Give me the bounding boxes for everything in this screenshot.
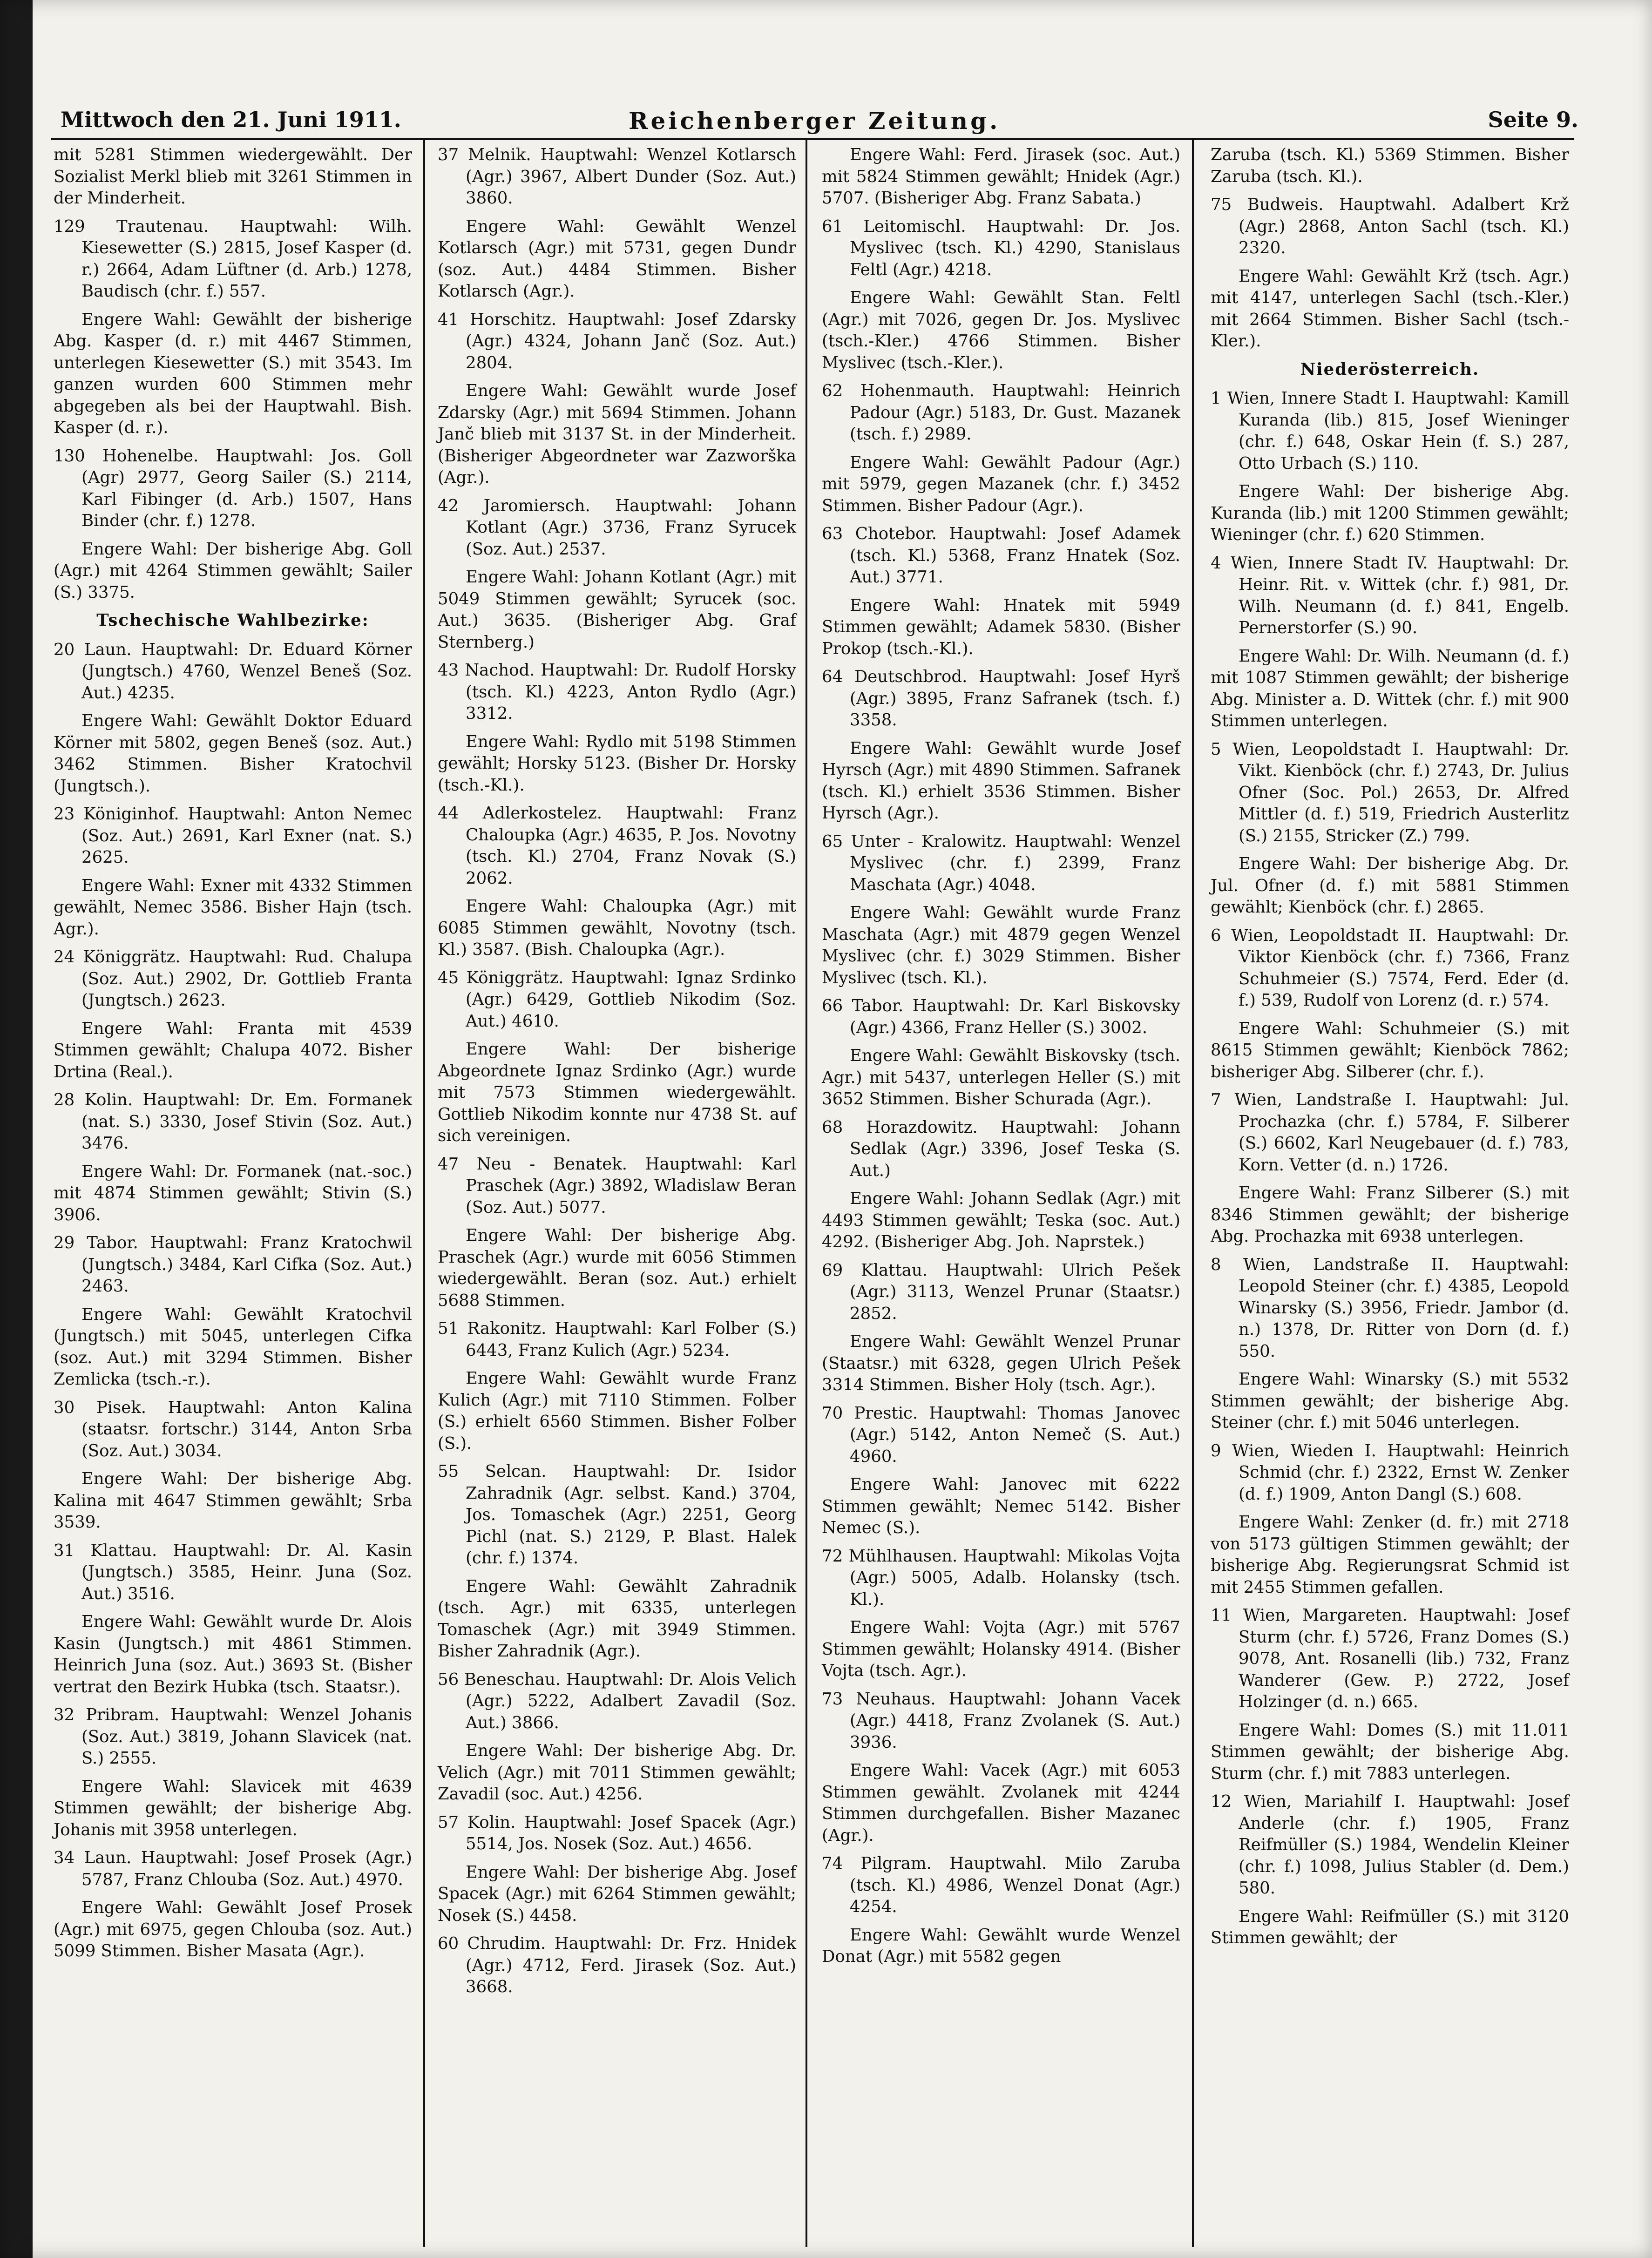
election-paragraph: 44 Adlerkostelez. Hauptwahl: Franz Chaloupka (Agr.) 4635, P. Jos. Novotny (tsch. Kl.) 2704, Franz Novak (S.) 2062. xyxy=(438,804,796,888)
column-divider xyxy=(1192,138,1194,2247)
header-rule xyxy=(51,138,1574,140)
newspaper-title: Reichenberger Zeitung. xyxy=(629,107,1001,135)
election-paragraph: Engere Wahl: Hnatek mit 5949 Stimmen gewählt; Adamek 5830. (Bisher Prokop (tsch.-Kl.). xyxy=(822,595,1180,658)
election-paragraph: Engere Wahl: Gewählt wurde Josef Hyrsch (Agr.) mit 4890 Stimmen. Safranek (tsch. Kl.) erhielt 3536 Stimmen. Bisher Hyrsch (Agr.). xyxy=(822,738,1180,823)
election-paragraph: 31 Klattau. Hauptwahl: Dr. Al. Kasin (Jungtsch.) 3585, Heinr. Juna (Soz. Aut.) 3516. xyxy=(54,1541,412,1603)
election-paragraph: 42 Jaromiersch. Hauptwahl: Johann Kotlant (Agr.) 3736, Franz Syrucek (Soz. Aut.) 2537. xyxy=(438,496,796,559)
election-paragraph: 63 Chotebor. Hauptwahl: Josef Adamek (tsch. Kl.) 5368, Franz Hnatek (Soz. Aut.) 3771. xyxy=(822,524,1180,587)
election-paragraph: 61 Leitomischl. Hauptwahl: Dr. Jos. Myslivec (tsch. Kl.) 4290, Stanislaus Feltl (Agr.) 4218. xyxy=(822,216,1180,279)
election-paragraph: Engere Wahl: Gewählt wurde Franz Maschata (Agr.) mit 4879 gegen Wenzel Myslivec (chr. f.) 3029 Stimmen. Bisher Myslivec (tsch. Kl.). xyxy=(822,903,1180,987)
election-paragraph: Engere Wahl: Schuhmeier (S.) mit 8615 Stimmen gewählt; Kienböck 7862; bisheriger Abg. Silberer (chr. f.). xyxy=(1211,1019,1569,1082)
election-paragraph: 23 Königinhof. Hauptwahl: Anton Nemec (Soz. Aut.) 2691, Karl Exner (nat. S.) 2625. xyxy=(54,804,412,867)
election-paragraph: 65 Unter - Kralowitz. Hauptwahl: Wenzel Myslivec (chr. f.) 2399, Franz Maschata (Agr.) 4048. xyxy=(822,832,1180,894)
text-column-4 xyxy=(1211,144,1569,1956)
election-paragraph: Engere Wahl: Exner mit 4332 Stimmen gewählt, Nemec 3586. Bisher Hajn (tsch. Agr.). xyxy=(54,876,412,939)
election-paragraph: Engere Wahl: Slavicek mit 4639 Stimmen gewählt; der bisherige Abg. Johanis mit 3958 unterlegen. xyxy=(54,1777,412,1839)
election-paragraph: 43 Nachod. Hauptwahl: Dr. Rudolf Horsky (tsch. Kl.) 4223, Anton Rydlo (Agr.) 3312. xyxy=(438,661,796,723)
election-paragraph: Engere Wahl: Der bisherige Abg. Josef Spacek (Agr.) mit 6264 Stimmen gewählt; Nosek (S.) 4458. xyxy=(438,1862,796,1925)
election-paragraph: Engere Wahl: Der bisherige Abg. Kalina mit 4647 Stimmen gewählt; Srba 3539. xyxy=(54,1469,412,1532)
election-paragraph: Engere Wahl: Vacek (Agr.) mit 6053 Stimmen gewählt. Zvolanek mit 4244 Stimmen durchgefallen. Bisher Mazanec (Agr.). xyxy=(822,1761,1180,1845)
election-paragraph: 64 Deutschbrod. Hauptwahl: Josef Hyrš (Agr.) 3895, Franz Safranek (tsch. f.) 3358. xyxy=(822,667,1180,730)
election-paragraph: 75 Budweis. Hauptwahl. Adalbert Krž (Agr.) 2868, Anton Sachl (tsch. Kl.) 2320. xyxy=(1211,195,1569,257)
election-paragraph: 1 Wien, Innere Stadt I. Hauptwahl: Kamill Kuranda (lib.) 815, Josef Wieninger (chr. f.) 648, Oskar Hein (f. S.) 287, Otto Urbach (S.) 110. xyxy=(1211,389,1569,473)
election-paragraph: 51 Rakonitz. Hauptwahl: Karl Folber (S.) 6443, Franz Kulich (Agr.) 5234. xyxy=(438,1319,796,1360)
election-paragraph: 73 Neuhaus. Hauptwahl: Johann Vacek (Agr.) 4418, Franz Zvolanek (S. Aut.) 3936. xyxy=(822,1689,1180,1752)
election-paragraph: 56 Beneschau. Hauptwahl: Dr. Alois Velich (Agr.) 5222, Adalbert Zavadil (Soz. Aut.) 3866. xyxy=(438,1670,796,1732)
election-paragraph: Engere Wahl: Johann Sedlak (Agr.) mit 4493 Stimmen gewählt; Teska (soc. Aut.) 4292. (Bisheriger Abg. Joh. Naprstek.) xyxy=(822,1189,1180,1251)
election-paragraph: 7 Wien, Landstraße I. Hauptwahl: Jul. Prochazka (chr. f.) 5784, F. Silberer (S.) 6602, Karl Neugebauer (d. f.) 783, Korn. Vetter (d. n.) 1726. xyxy=(1211,1090,1569,1175)
election-paragraph: Engere Wahl: Gewählt Padour (Agr.) mit 5979, gegen Mazanek (chr. f.) 3452 Stimmen. Bisher Padour (Agr.). xyxy=(822,453,1180,515)
page-number: Seite 9. xyxy=(1488,107,1578,132)
election-paragraph: Engere Wahl: Janovec mit 6222 Stimmen gewählt; Nemec 5142. Bisher Nemec (S.). xyxy=(822,1475,1180,1537)
page-header xyxy=(42,107,1578,135)
election-paragraph: 20 Laun. Hauptwahl: Dr. Eduard Körner (Jungtsch.) 4760, Wenzel Beneš (Soz. Aut.) 4235. xyxy=(54,640,412,703)
election-paragraph: Engere Wahl: Gewählt der bisherige Abg. Kasper (d. r.) mit 4467 Stimmen, unterlegen Kiesewetter (S.) mit 3543. Im ganzen wurden 600 Stimmen mehr abgegeben als bei der Hauptwahl. Bish. Kasper (d. r.). xyxy=(54,310,412,437)
election-paragraph: 130 Hohenelbe. Hauptwahl: Jos. Goll (Agr) 2977, Georg Sailer (S.) 2114, Karl Fibinger (d. Arb.) 1507, Hans Binder (chr. f.) 1278. xyxy=(54,446,412,530)
text-column-3 xyxy=(822,144,1180,1974)
election-paragraph: 12 Wien, Mariahilf I. Hauptwahl: Josef Anderle (chr. f.) 1905, Franz Reifmüller (S.) 1984, Wendelin Kleiner (chr. f.) 1098, Julius Stabler (d. Dem.) 580. xyxy=(1211,1792,1569,1898)
election-paragraph: Engere Wahl: Der bisherige Abgeordnete Ignaz Srdinko (Agr.) wurde mit 7573 Stimmen wiedergewählt. Gottlieb Nikodim konnte nur 4738 St. auf sich vereinigen. xyxy=(438,1040,796,1145)
election-paragraph: Engere Wahl: Zenker (d. fr.) mit 2718 von 5173 gültigen Stimmen gewählt; der bisherige Abg. Regierungsrat Schmid ist mit 2455 Stimmen gefallen. xyxy=(1211,1513,1569,1597)
text-column-1 xyxy=(54,144,412,1969)
election-paragraph: Engere Wahl: Gewählt wurde Dr. Alois Kasin (Jungtsch.) mit 4861 Stimmen. Heinrich Juna (soz. Aut.) 3693 St. (Bisher vertrat den Bezirk Hubka (tsch. Staatsr.). xyxy=(54,1612,412,1697)
election-paragraph: 68 Horazdowitz. Hauptwahl: Johann Sedlak (Agr.) 3396, Josef Teska (S. Aut.) xyxy=(822,1117,1180,1180)
election-paragraph: Engere Wahl: Ferd. Jirasek (soc. Aut.) mit 5824 Stimmen gewählt; Hnidek (Agr.) 5707. (Bisheriger Abg. Franz Sabata.) xyxy=(822,145,1180,208)
election-paragraph: Engere Wahl: Gewählt Zahradnik (tsch. Agr.) mit 6335, unterlegen Tomaschek (Agr.) mit 3949 Stimmen. Bisher Zahradnik (Agr.). xyxy=(438,1576,796,1661)
election-paragraph: 11 Wien, Margareten. Hauptwahl: Josef Sturm (chr. f.) 5726, Franz Domes (S.) 9078, Ant. Rosanelli (lib.) 732, Franz Wanderer (Gew. P.) 2722, Josef Holzinger (d. n.) 665. xyxy=(1211,1606,1569,1711)
election-paragraph: Engere Wahl: Reifmüller (S.) mit 3120 Stimmen gewählt; der xyxy=(1211,1906,1569,1947)
election-paragraph: Zaruba (tsch. Kl.) 5369 Stimmen. Bisher Zaruba (tsch. Kl.). xyxy=(1211,145,1569,186)
election-paragraph: Engere Wahl: Der bisherige Abg. Kuranda (lib.) mit 1200 Stimmen gewählt; Wieninger (chr. f.) 620 Stimmen. xyxy=(1211,482,1569,544)
election-paragraph: Engere Wahl: Gewählt Krž (tsch. Agr.) mit 4147, unterlegen Sachl (tsch.-Kler.) mit 2664 Stimmen. Bisher Sachl (tsch.-Kler.). xyxy=(1211,266,1569,351)
election-paragraph: 6 Wien, Leopoldstadt II. Hauptwahl: Dr. Viktor Kienböck (chr. f.) 7366, Franz Schuhmeier (S.) 7574, Ferd. Eder (d. f.) 539, Rudolf von Lorenz (d. r.) 574. xyxy=(1211,926,1569,1010)
election-paragraph: Engere Wahl: Dr. Formanek (nat.-soc.) mit 4874 Stimmen gewählt; Stivin (S.) 3906. xyxy=(54,1162,412,1224)
election-paragraph: Engere Wahl: Dr. Wilh. Neumann (d. f.) mit 1087 Stimmen gewählt; der bisherige Abg. Minister a. D. Wittek (chr. f.) mit 900 Stimmen unterlegen. xyxy=(1211,646,1569,730)
election-paragraph: 5 Wien, Leopoldstadt I. Hauptwahl: Dr. Vikt. Kienböck (chr. f.) 2743, Dr. Julius Ofner (Soc. Pol.) 2653, Dr. Alfred Mittler (d. f.) 519, Friedrich Austerlitz (S.) 2155, Stricker (Z.) 799. xyxy=(1211,739,1569,845)
election-paragraph: Engere Wahl: Gewählt wurde Josef Zdarsky (Agr.) mit 5694 Stimmen. Johann Janč blieb mit 3137 St. in der Minderheit. (Bisheriger Abgeordneter war Zazworška (Agr.). xyxy=(438,381,796,487)
election-paragraph: 72 Mühlhausen. Hauptwahl: Mikolas Vojta (Agr.) 5005, Adalb. Holansky (tsch. Kl.). xyxy=(822,1546,1180,1609)
election-paragraph: Engere Wahl: Gewählt Doktor Eduard Körner mit 5802, gegen Beneš (soz. Aut.) 3462 Stimmen. Bisher Kratochvil (Jungtsch.). xyxy=(54,711,412,796)
election-paragraph: 62 Hohenmauth. Hauptwahl: Heinrich Padour (Agr.) 5183, Dr. Gust. Mazanek (tsch. f.) 2989. xyxy=(822,381,1180,444)
election-paragraph: Engere Wahl: Der bisherige Abg. Praschek (Agr.) wurde mit 6056 Stimmen wiedergewählt. Beran (soz. Aut.) erhielt 5688 Stimmen. xyxy=(438,1226,796,1310)
election-paragraph: 55 Selcan. Hauptwahl: Dr. Isidor Zahradnik (Agr. selbst. Kand.) 3704, Jos. Tomaschek (Agr.) 2251, Georg Pichl (nat. S.) 2129, P. Blast. Halek (chr. f.) 1374. xyxy=(438,1462,796,1568)
election-paragraph: 32 Pribram. Hauptwahl: Wenzel Johanis (Soz. Aut.) 3819, Johann Slavicek (nat. S.) 2555. xyxy=(54,1705,412,1768)
election-paragraph: Engere Wahl: Gewählt Josef Prosek (Agr.) mit 6975, gegen Chlouba (soz. Aut.) 5099 Stimmen. Bisher Masata (Agr.). xyxy=(54,1898,412,1961)
election-paragraph: 28 Kolin. Hauptwahl: Dr. Em. Formanek (nat. S.) 3330, Josef Stivin (Soz. Aut.) 3476. xyxy=(54,1090,412,1153)
election-paragraph: 69 Klattau. Hauptwahl: Ulrich Pešek (Agr.) 3113, Wenzel Prunar (Staatsr.) 2852. xyxy=(822,1260,1180,1323)
column-divider xyxy=(806,138,807,2247)
election-paragraph: 66 Tabor. Hauptwahl: Dr. Karl Biskovsky (Agr.) 4366, Franz Heller (S.) 3002. xyxy=(822,996,1180,1037)
election-paragraph: Engere Wahl: Domes (S.) mit 11.011 Stimmen gewählt; der bisherige Abg. Sturm (chr. f.) mit 7883 unterlegen. xyxy=(1211,1720,1569,1783)
election-paragraph: 57 Kolin. Hauptwahl: Josef Spacek (Agr.) 5514, Jos. Nosek (Soz. Aut.) 4656. xyxy=(438,1812,796,1853)
election-paragraph: Engere Wahl: Winarsky (S.) mit 5532 Stimmen gewählt; der bisherige Abg. Steiner (chr. f.) mit 5046 unterlegen. xyxy=(1211,1370,1569,1432)
text-column-2 xyxy=(438,144,796,2005)
election-paragraph: 41 Horschitz. Hauptwahl: Josef Zdarsky (Agr.) 4324, Johann Janč (Soz. Aut.) 2804. xyxy=(438,310,796,372)
section-heading: Tschechische Wahlbezirke: xyxy=(96,611,369,630)
election-paragraph: Engere Wahl: Gewählt Wenzel Kotlarsch (Agr.) mit 5731, gegen Dundr (soz. Aut.) 4484 Stimmen. Bisher Kotlarsch (Agr.). xyxy=(438,216,796,301)
election-paragraph: Engere Wahl: Der bisherige Abg. Dr. Velich (Agr.) mit 7011 Stimmen gewählt; Zavadil (soc. Aut.) 4256. xyxy=(438,1741,796,1804)
election-paragraph: 74 Pilgram. Hauptwahl. Milo Zaruba (tsch. Kl.) 4986, Wenzel Donat (Agr.) 4254. xyxy=(822,1854,1180,1916)
election-paragraph: Engere Wahl: Gewählt Biskovsky (tsch. Agr.) mit 5437, unterlegen Heller (S.) mit 3652 Stimmen. Bisher Schurada (Agr.). xyxy=(822,1046,1180,1109)
election-paragraph: Engere Wahl: Gewählt wurde Wenzel Donat (Agr.) mit 5582 gegen xyxy=(822,1925,1180,1966)
election-paragraph: 34 Laun. Hauptwahl: Josef Prosek (Agr.) 5787, Franz Chlouba (Soz. Aut.) 4970. xyxy=(54,1848,412,1889)
election-paragraph: 37 Melnik. Hauptwahl: Wenzel Kotlarsch (Agr.) 3967, Albert Dunder (Soz. Aut.) 3860. xyxy=(438,145,796,208)
election-paragraph: Engere Wahl: Vojta (Agr.) mit 5767 Stimmen gewählt; Holansky 4914. (Bisher Vojta (tsch. Agr.). xyxy=(822,1618,1180,1680)
election-paragraph: 9 Wien, Wieden I. Hauptwahl: Heinrich Schmid (chr. f.) 2322, Ernst W. Zenker (d. f.) 1909, Anton Dangl (S.) 608. xyxy=(1211,1441,1569,1504)
election-paragraph: Engere Wahl: Franta mit 4539 Stimmen gewählt; Chalupa 4072. Bisher Drtina (Real.). xyxy=(54,1019,412,1082)
election-paragraph: 129 Trautenau. Hauptwahl: Wilh. Kiesewetter (S.) 2815, Josef Kasper (d. r.) 2664, Adam Lüftner (d. Arb.) 1278, Baudisch (chr. f.) 557. xyxy=(54,216,412,301)
election-paragraph: 24 Königgrätz. Hauptwahl: Rud. Chalupa (Soz. Aut.) 2902, Dr. Gottlieb Franta (Jungtsch.) 2623. xyxy=(54,947,412,1010)
election-paragraph: Engere Wahl: Franz Silberer (S.) mit 8346 Stimmen gewählt; der bisherige Abg. Prochazka mit 6938 unterlegen. xyxy=(1211,1183,1569,1246)
election-paragraph: Engere Wahl: Der bisherige Abg. Goll (Agr.) mit 4264 Stimmen gewählt; Sailer (S.) 3375. xyxy=(54,539,412,602)
column-divider xyxy=(423,138,425,2247)
election-paragraph: 47 Neu - Benatek. Hauptwahl: Karl Praschek (Agr.) 3892, Wladislaw Beran (Soz. Aut.) 5077. xyxy=(438,1154,796,1217)
election-paragraph: Engere Wahl: Gewählt Stan. Feltl (Agr.) mit 7026, gegen Dr. Jos. Myslivec (tsch.-Kler.) 4766 Stimmen. Bisher Myslivec (tsch.-Kler.). xyxy=(822,288,1180,372)
election-paragraph: 60 Chrudim. Hauptwahl: Dr. Frz. Hnidek (Agr.) 4712, Ferd. Jirasek (Soz. Aut.) 3668. xyxy=(438,1934,796,1996)
election-paragraph: Engere Wahl: Der bisherige Abg. Dr. Jul. Ofner (d. f.) mit 5881 Stimmen gewählt; Kienböck (chr. f.) 2865. xyxy=(1211,854,1569,917)
election-paragraph: 70 Prestic. Hauptwahl: Thomas Janovec (Agr.) 5142, Anton Nemeč (S. Aut.) 4960. xyxy=(822,1403,1180,1466)
binding-edge xyxy=(0,0,33,2258)
section-heading: Niederösterreich. xyxy=(1300,359,1480,379)
election-paragraph: 8 Wien, Landstraße II. Hauptwahl: Leopold Steiner (chr. f.) 4385, Leopold Winarsky (S.) 3956, Friedr. Jambor (d. n.) 1378, Dr. Ritter von Dorn (d. f.) 550. xyxy=(1211,1255,1569,1361)
election-paragraph: mit 5281 Stimmen wiedergewählt. Der Sozialist Merkl blieb mit 3261 Stimmen in der Minderheit. xyxy=(54,145,412,208)
election-paragraph: 30 Pisek. Hauptwahl: Anton Kalina (staatsr. fortschr.) 3144, Anton Srba (Soz. Aut.) 3034. xyxy=(54,1398,412,1460)
election-paragraph: Engere Wahl: Chaloupka (Agr.) mit 6085 Stimmen gewählt, Novotny (tsch. Kl.) 3587. (Bish. Chaloupka (Agr.). xyxy=(438,897,796,959)
election-paragraph: Engere Wahl: Gewählt Kratochvil (Jungtsch.) mit 5045, unterlegen Cifka (soz. Aut.) mit 3294 Stimmen. Bisher Zemlicka (tsch.-r.). xyxy=(54,1305,412,1389)
election-paragraph: Engere Wahl: Johann Kotlant (Agr.) mit 5049 Stimmen gewählt; Syrucek (soc. Aut.) 3635. (Bisheriger Abg. Graf Sternberg.) xyxy=(438,568,796,652)
election-paragraph: 4 Wien, Innere Stadt IV. Hauptwahl: Dr. Heinr. Rit. v. Wittek (chr. f.) 981, Dr. Wilh. Neumann (d. f.) 841, Engelb. Pernerstorfer (S.) 90. xyxy=(1211,553,1569,637)
election-paragraph: Engere Wahl: Gewählt wurde Franz Kulich (Agr.) mit 7110 Stimmen. Folber (S.) erhielt 6560 Stimmen. Bisher Folber (S.). xyxy=(438,1369,796,1453)
election-paragraph: Engere Wahl: Rydlo mit 5198 Stimmen gewählt; Horsky 5123. (Bisher Dr. Horsky (tsch.-Kl.). xyxy=(438,732,796,795)
election-paragraph: 45 Königgrätz. Hauptwahl: Ignaz Srdinko (Agr.) 6429, Gottlieb Nikodim (Soz. Aut.) 4610. xyxy=(438,968,796,1031)
issue-date: Mittwoch den 21. Juni 1911. xyxy=(61,107,401,132)
election-paragraph: 29 Tabor. Hauptwahl: Franz Kratochwil (Jungtsch.) 3484, Karl Cifka (Soz. Aut.) 2463. xyxy=(54,1233,412,1296)
election-paragraph: Engere Wahl: Gewählt Wenzel Prunar (Staatsr.) mit 6328, gegen Ulrich Pešek 3314 Stimmen. Bisher Holy (tsch. Agr.). xyxy=(822,1332,1180,1394)
